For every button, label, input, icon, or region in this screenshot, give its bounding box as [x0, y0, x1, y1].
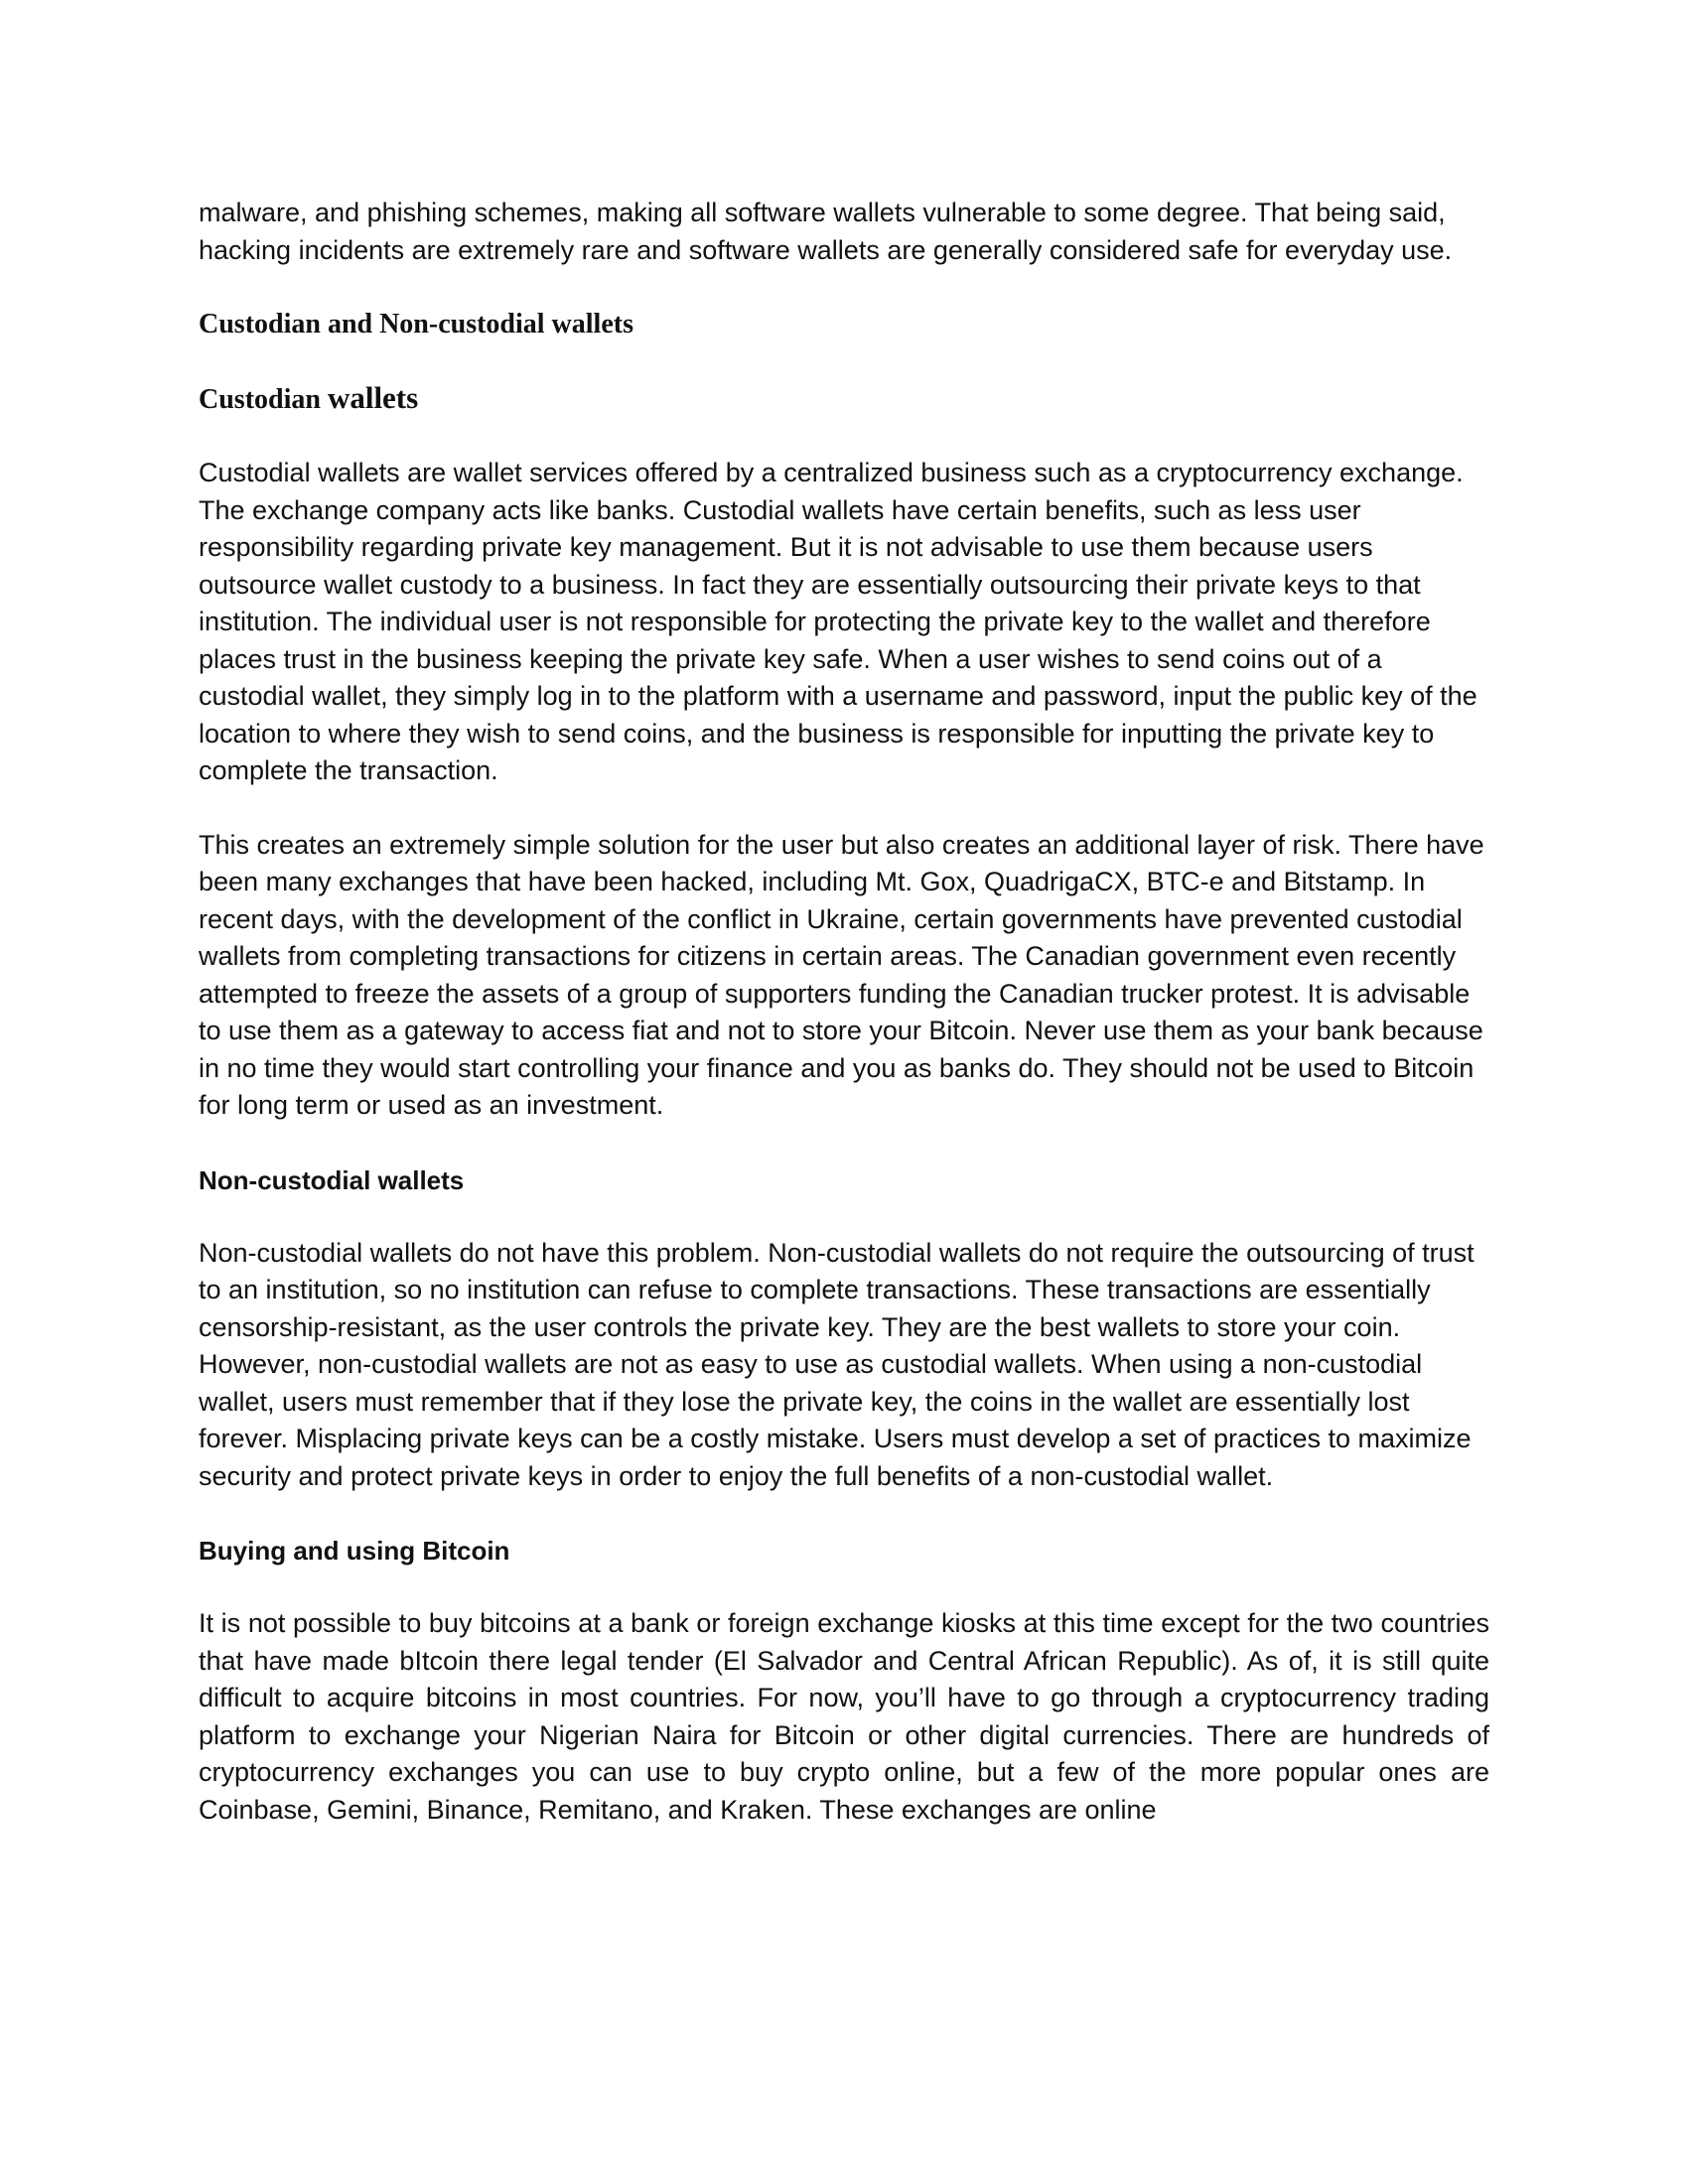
heading-noncustodial-wallets: Non-custodial wallets: [199, 1164, 465, 1195]
heading-wallets-word: wallets: [327, 380, 419, 415]
heading-buying-bitcoin: Buying and using Bitcoin: [199, 1536, 510, 1566]
heading-custodian-word: Custodian: [199, 384, 321, 415]
heading-custodian-noncustodial: Custodian and Non-custodial wallets: [199, 309, 633, 340]
custodial-paragraph-1: Custodial wallets are wallet services offered by a centralized business such as a cryptocurrency exchange. The exchange company acts like banks. Custodial wallets have certain benefits, such as less user responsibility regarding private key management. But it is not advisable to use them because users outsource wallet custody to a business. In fact they are essentially outsourcing their private keys to that institution. The individual user is not responsible for protecting the private key to the wallet and therefore places trust in the business keeping the private key safe. When a user wishes to send coins out of a custodial wallet, they simply log in to the platform with a username and password, input the public key of the location to where they wish to send coins, and the business is responsible for inputting the private key to complete the transaction.: [199, 458, 1477, 785]
custodial-paragraph-2: This creates an extremely simple solution for the user but also creates an additional layer of risk. There have been many exchanges that have been hacked, including Mt. Gox, QuadrigaCX, BTC-e and Bitstamp. In recent days, with the development of the conflict in Ukraine, certain governments have prevented custodial wallets from completing transactions for citizens in certain areas. The Canadian government even recently attempted to freeze the assets of a group of supporters funding the Canadian trucker protest. It is advisable to use them as a gateway to access fiat and not to store your Bitcoin. Never use them as your bank because in no time they would start controlling your finance and you as banks do. They should not be used to Bitcoin for long term or used as an investment.: [199, 829, 1484, 1120]
noncustodial-paragraph: Non-custodial wallets do not have this problem. Non-custodial wallets do not require the outsourcing of trust to an institution, so no institution can refuse to complete transactions. These transactions are essentially censorship-resistant, as the user controls the private key. They are the best wallets to store your coin. However, non-custodial wallets are not as easy to use as custodial wallets. When using a non-custodial wallet, users must remember that if they lose the private key, the coins in the wallet are essentially lost forever. Misplacing private keys can be a costly mistake. Users must develop a set of practices to maximize security and protect private keys in order to enjoy the full benefits of a non-custodial wallet.: [199, 1237, 1475, 1491]
heading-custodian-wallets: [199, 379, 1489, 419]
buying-paragraph: It is not possible to buy bitcoins at a bank or foreign exchange kiosks at this time except for the two countries that have made bItcoin there legal tender (El Salvador and Central African Republic). As of, it is still quite difficult to acquire bitcoins in most countries. For now, you’ll have to go through a cryptocurrency trading platform to exchange your Nigerian Naira for Bitcoin or other digital currencies. There are hundreds of cryptocurrency exchanges you can use to buy crypto online, but a few of the more popular ones are Coinbase, Gemini, Binance, Remitano, and Kraken. These exchanges are online: [199, 1608, 1489, 1825]
document-body: [199, 195, 1489, 1865]
intro-paragraph: malware, and phishing schemes, making all software wallets vulnerable to some degree. That being said, hacking incidents are extremely rare and software wallets are generally considered safe for everyday use.: [199, 198, 1453, 265]
